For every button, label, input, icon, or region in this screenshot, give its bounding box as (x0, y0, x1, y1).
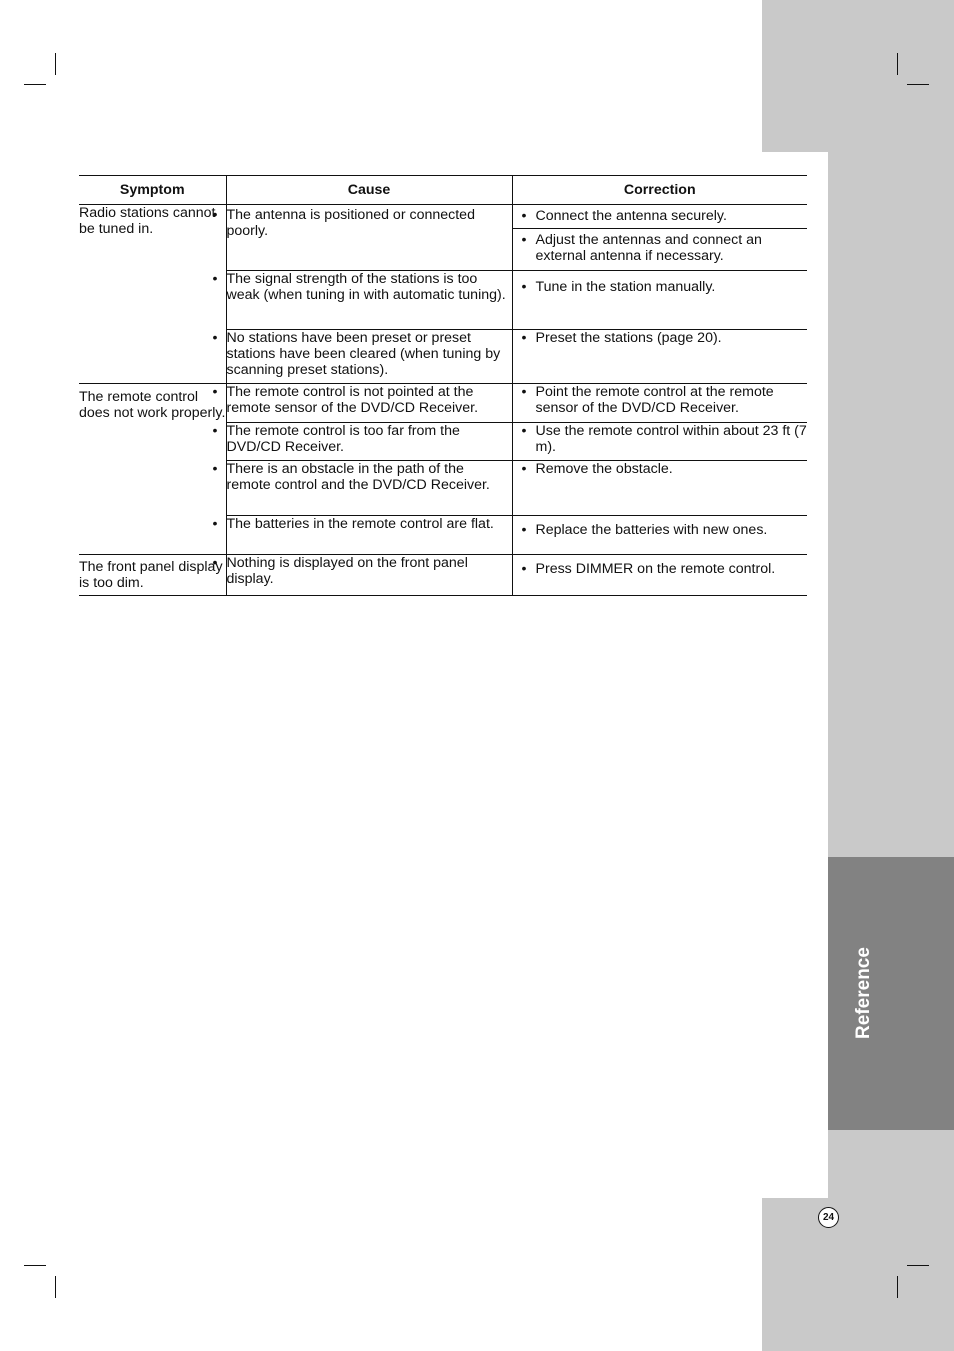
section-tab-label: Reference (853, 947, 874, 1039)
section-tab (828, 857, 954, 1130)
cause-cell (226, 423, 512, 461)
correction-cell (512, 271, 807, 330)
crop-mark (897, 53, 898, 75)
cause-text: • The remote control is too far from the DVD/CD Receiver. (227, 423, 512, 455)
cause-cell (226, 330, 512, 384)
correction-text: • Press DIMMER on the remote control. (536, 561, 808, 577)
table-header-row (79, 176, 807, 205)
correction-text: • Adjust the antennas and connect an external antenna if necessary. (536, 232, 804, 264)
crop-mark (907, 84, 929, 85)
cause-text: • Nothing is displayed on the front panel display. (227, 555, 512, 587)
crop-mark (24, 1265, 46, 1266)
cause-text: • No stations have been preset or preset stations have been cleared (when tuning by scanning preset stations). (227, 330, 512, 378)
correction-text: • Remove the obstacle. (536, 461, 808, 477)
side-band-top (762, 0, 954, 152)
symptom-cell: The remote control does not work properly. (79, 384, 226, 555)
cause-cell (226, 384, 512, 423)
correction-cell (512, 384, 807, 423)
correction-cell (512, 555, 807, 596)
correction-text: • Preset the stations (page 20). (536, 330, 808, 346)
crop-mark (55, 1276, 56, 1298)
cause-cell (226, 555, 512, 596)
cause-cell (226, 271, 512, 330)
correction-text: • Connect the antenna securely. (536, 208, 804, 224)
cause-cell (226, 205, 512, 271)
correction-cell (512, 205, 807, 271)
symptom-cell: Radio stations cannot be tuned in. (79, 205, 226, 384)
correction-cell (512, 423, 807, 461)
cause-text: • The signal strength of the stations is too weak (when tuning in with automatic tuning). (227, 271, 512, 303)
correction-text: • Point the remote control at the remote sensor of the DVD/CD Receiver. (536, 384, 808, 416)
crop-mark (24, 84, 46, 85)
header-correction: Correction (512, 176, 807, 205)
cause-text: • The batteries in the remote control are flat. (227, 516, 512, 532)
correction-text: • Use the remote control within about 23 ft (7 m). (536, 423, 808, 455)
cause-text: • The remote control is not pointed at the remote sensor of the DVD/CD Receiver. (227, 384, 512, 416)
correction-text: • Replace the batteries with new ones. (536, 522, 808, 538)
correction-cell (512, 330, 807, 384)
correction-cell (512, 516, 807, 555)
correction-text: • Tune in the station manually. (536, 279, 808, 295)
cause-cell (226, 516, 512, 555)
cause-cell (226, 461, 512, 516)
page-number: 24 (818, 1207, 839, 1228)
cause-text: • There is an obstacle in the path of the remote control and the DVD/CD Receiver. (227, 461, 512, 493)
crop-mark (897, 1276, 898, 1298)
table-row (79, 555, 807, 596)
cause-text: • The antenna is positioned or connected poorly. (227, 207, 512, 239)
table-row (79, 205, 807, 271)
correction-cell (512, 461, 807, 516)
table-row (79, 384, 807, 423)
crop-mark (907, 1265, 929, 1266)
troubleshooting-table (79, 175, 807, 596)
crop-mark (55, 53, 56, 75)
symptom-cell: The front panel display is too dim. (79, 555, 226, 596)
side-band-bottom (762, 1198, 954, 1351)
header-symptom: Symptom (79, 176, 226, 205)
header-cause: Cause (226, 176, 512, 205)
